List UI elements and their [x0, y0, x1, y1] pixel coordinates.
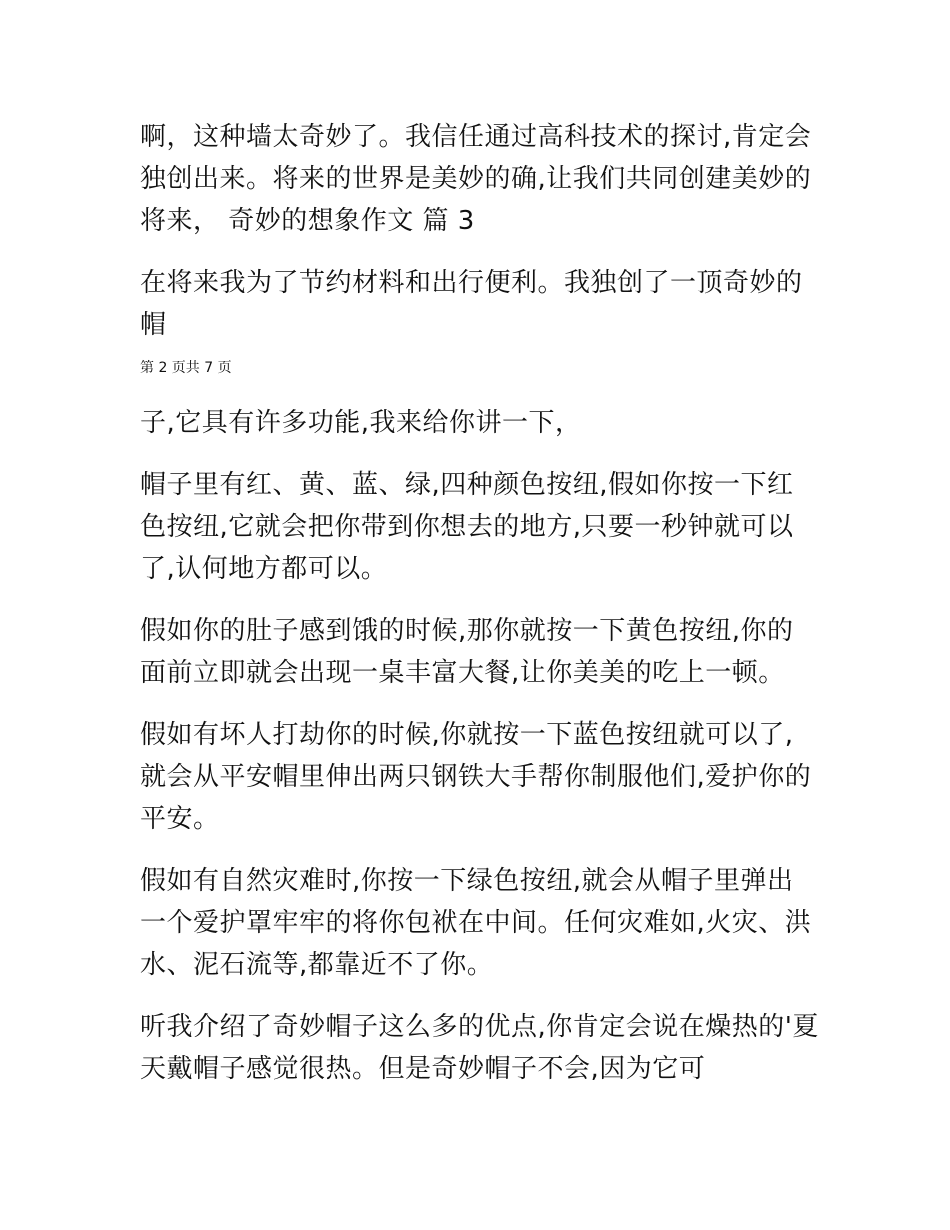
- paragraph: 假如你的肚子感到饿的时候,那你就按一下黄色按纽,你的面前立即就会出现一桌丰富大餐,让你美美的吃上一顿。: [140, 616, 794, 688]
- page-footer: 第 2 页共 7 页: [140, 360, 232, 376]
- paragraph: 假如有坏人打劫你的时候,你就按一下蓝色按纽就可以了,就会从平安帽里伸出两只钢铁大手帮你制服他们,爱护你的平安。: [140, 720, 812, 834]
- paragraph: 在将来我为了节约材料和出行便利。我独创了一顶奇妙的帽: [140, 268, 803, 340]
- document-body: [140, 116, 820, 1110]
- paragraph: 啊，这种墙太奇妙了。我信任通过高科技术的探讨,肯定会独创出来。将来的世界是美妙的确,让我们共同创建美妙的将来， 奇妙的想象作文 篇 3: [140, 122, 812, 236]
- paragraph: 子,它具有许多功能,我来给你讲一下，: [140, 408, 582, 438]
- paragraph: 听我介绍了奇妙帽子这么多的优点,你肯定会说在燥热的'夏天戴帽子感觉很热。但是奇妙帽子不会,因为它可: [140, 1012, 819, 1084]
- paragraph: 假如有自然灾难时,你按一下绿色按纽,就会从帽子里弹出一个爱护罩牢牢的将你包袱在中间。任何灾难如,火灾、洪水、泥石流等,都靠近不了你。: [140, 866, 812, 980]
- paragraph: 帽子里有红、黄、蓝、绿,四种颜色按纽,假如你按一下红色按纽,它就会把你带到你想去的地方,只要一秒钟就可以了,认何地方都可以。: [140, 470, 794, 584]
